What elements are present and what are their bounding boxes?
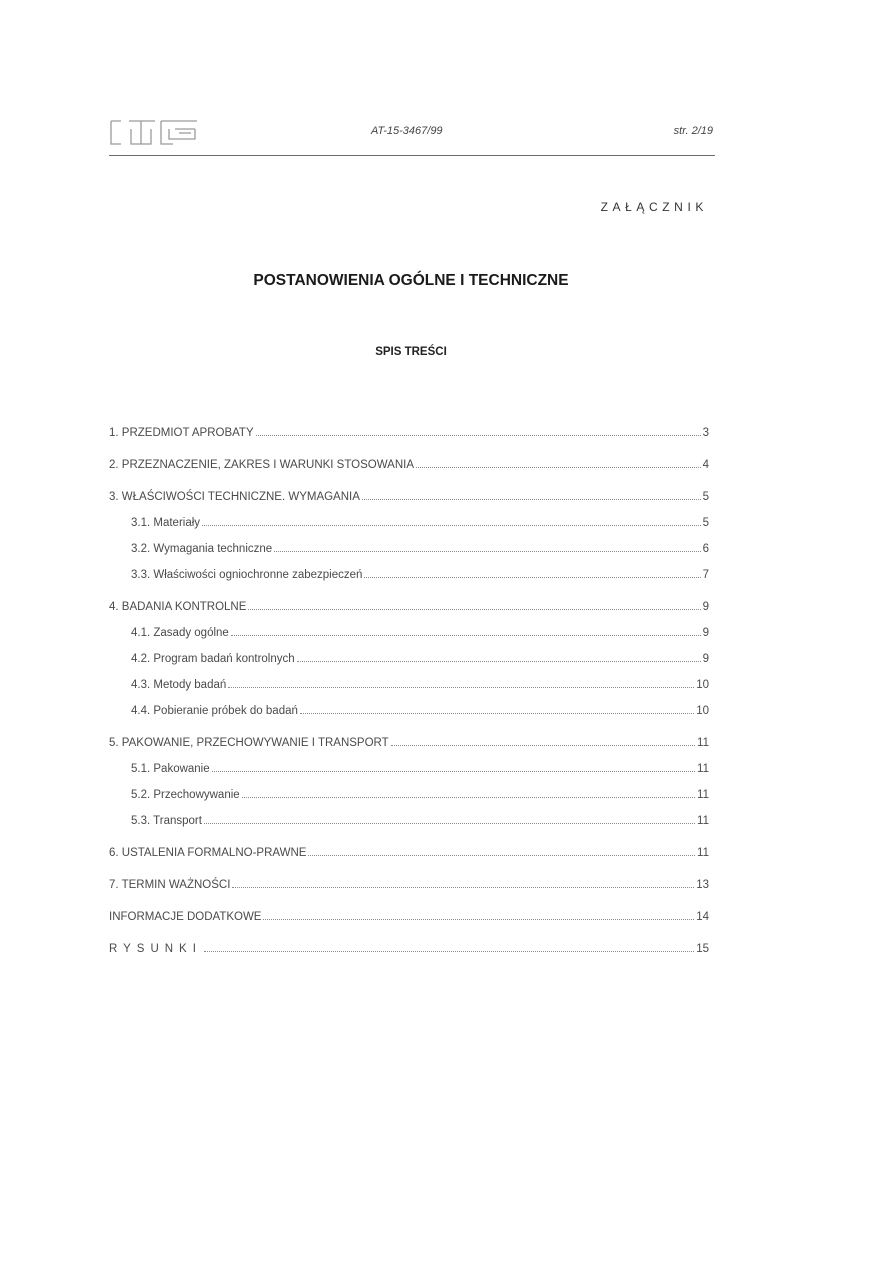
toc-entry [109, 940, 709, 966]
toc-entry [109, 598, 709, 624]
toc-entry [109, 488, 709, 514]
toc-leader [248, 609, 700, 610]
toc-entry-page: 11 [697, 815, 709, 827]
toc-entry-page: 14 [696, 911, 709, 923]
itb-logo [109, 117, 199, 147]
toc-leader [297, 661, 701, 662]
toc-leader [274, 551, 700, 552]
toc-subentry [109, 812, 709, 838]
toc-title: SPIS TREŚCI [375, 346, 447, 358]
toc-subentry [109, 676, 709, 702]
toc-entry-page: 5 [702, 517, 709, 529]
toc-entry-label: 4.1. Zasady ogólne [131, 627, 229, 639]
toc-entry-label: 4.2. Program badań kontrolnych [131, 653, 295, 665]
toc-entry-page: 4 [702, 459, 709, 471]
document-number: AT-15-3467/99 [371, 125, 443, 137]
toc-entry-label: 2. PRZEZNACZENIE, ZAKRES I WARUNKI STOSOWANIA [109, 459, 415, 471]
toc-entry-label: 7. TERMIN WAŻNOŚCI [109, 879, 231, 891]
toc-entry-label: 4. BADANIA KONTROLNE [109, 601, 247, 613]
toc-leader [364, 577, 700, 578]
toc-entry [109, 876, 709, 902]
toc-entry-label: 5. PAKOWANIE, PRZECHOWYWANIE I TRANSPORT [109, 737, 389, 749]
toc-leader [263, 919, 694, 920]
toc-entry [109, 844, 709, 870]
toc-subentry [109, 566, 709, 592]
toc-leader [242, 797, 695, 798]
toc-entry [109, 908, 709, 934]
toc-entry-page: 5 [702, 491, 709, 503]
toc-subentry [109, 514, 709, 540]
toc-entry-label: 5.1. Pakowanie [131, 763, 210, 775]
toc-leader [308, 855, 695, 856]
toc-leader [391, 745, 695, 746]
toc-entry-page: 10 [696, 705, 709, 717]
toc-entry-page: 7 [702, 569, 709, 581]
toc-entry-page: 3 [702, 427, 709, 439]
toc-entry-label: INFORMACJE DODATKOWE [109, 911, 262, 923]
toc-entry-page: 9 [702, 653, 709, 665]
toc-entry-label: 6. USTALENIA FORMALNO-PRAWNE [109, 847, 307, 859]
toc-entry [109, 734, 709, 760]
toc-leader [231, 635, 701, 636]
toc-entry-page: 11 [697, 847, 709, 859]
toc-entry-label: 3.1. Materiały [131, 517, 201, 529]
toc-leader [232, 887, 694, 888]
toc-leader [204, 823, 695, 824]
toc-entry-page: 15 [696, 943, 709, 955]
toc-entry-page: 10 [696, 679, 709, 691]
annex-label: ZAŁĄCZNIK [600, 200, 708, 214]
toc-leader [300, 713, 694, 714]
toc-entry-page: 11 [697, 763, 709, 775]
toc-entry-page: 11 [697, 789, 709, 801]
toc-subentry [109, 786, 709, 812]
toc-leader [416, 467, 701, 468]
toc-subentry [109, 540, 709, 566]
toc-entry [109, 456, 709, 482]
toc-entry-page: 6 [702, 543, 709, 555]
toc-subentry [109, 702, 709, 728]
toc-subentry [109, 760, 709, 786]
toc-leader [202, 525, 701, 526]
toc-entry [109, 424, 709, 450]
main-title: POSTANOWIENIA OGÓLNE I TECHNICZNE [253, 272, 569, 289]
toc-entry-label: 5.3. Transport [131, 815, 202, 827]
toc-leader [204, 951, 694, 952]
toc-entry-label: 5.2. Przechowywanie [131, 789, 240, 801]
toc-entry-label: 4.3. Metody badań [131, 679, 227, 691]
table-of-contents [109, 424, 709, 966]
toc-entry-page: 9 [702, 627, 709, 639]
toc-leader [362, 499, 701, 500]
toc-leader [228, 687, 694, 688]
toc-entry-label: 3. WŁAŚCIWOŚCI TECHNICZNE. WYMAGANIA [109, 491, 360, 503]
toc-leader [256, 435, 701, 436]
page-header [109, 117, 715, 155]
toc-entry-page: 13 [696, 879, 709, 891]
toc-entry-page: 11 [697, 737, 709, 749]
toc-leader [212, 771, 695, 772]
header-rule [109, 155, 715, 156]
toc-subentry [109, 624, 709, 650]
page-number: str. 2/19 [673, 125, 713, 137]
toc-entry-label: 3.2. Wymagania techniczne [131, 543, 273, 555]
toc-entry-label: 3.3. Właściwości ogniochronne zabezpieczeń [131, 569, 363, 581]
toc-entry-page: 9 [702, 601, 709, 613]
toc-entry-label: 1. PRZEDMIOT APROBATY [109, 427, 254, 439]
toc-entry-label: 4.4. Pobieranie próbek do badań [131, 705, 298, 717]
toc-entry-label: RYSUNKI [109, 943, 202, 955]
toc-subentry [109, 650, 709, 676]
